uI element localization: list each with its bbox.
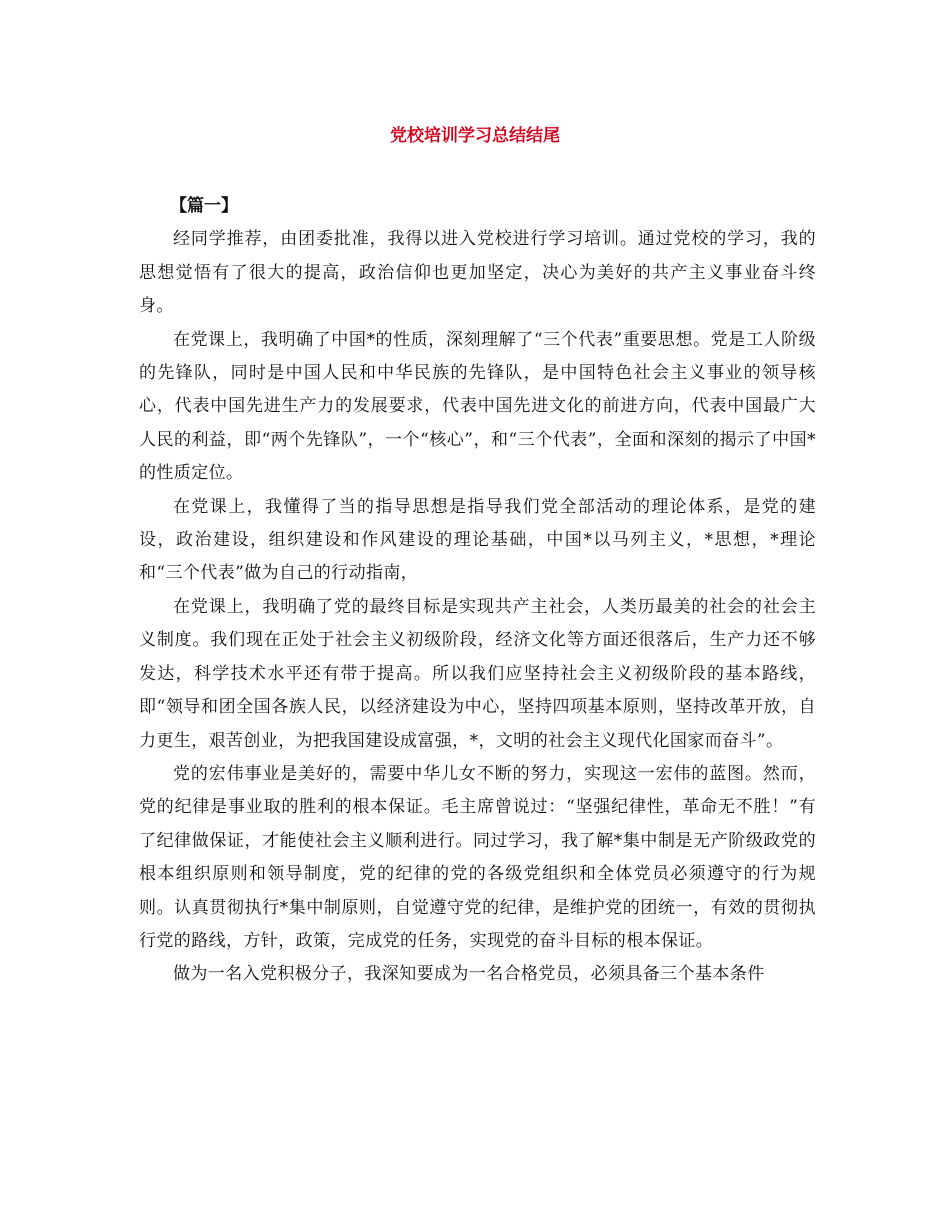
paragraph: 在党课上，我明确了中国*的性质，深刻理解了“三个代表”重要思想。党是工人阶级的先锋队，同时是中国人民和中华民族的先锋队，是中国特色社会主义事业的领导核心，代表中国先进生产力的发展要求，代表中国先进文化的前进方向，代表中国最广大人民的利益，即“两个先锋队”，一个“核心”，和“三个代表”，全面和深刻的揭示了中国*的性质定位。: [139, 329, 816, 484]
paragraph: 经同学推荐，由团委批准，我得以进入党校进行学习培训。通过党校的学习，我的思想觉悟有了很大的提高，政治信仰也更加坚定，决心为美好的共产主义事业奋斗终身。: [139, 229, 816, 317]
paragraph: 在党课上，我明确了党的最终目标是实现共产主社会，人类历最美的社会的社会主义制度。我们现在正处于社会主义初级阶段，经济文化等方面还很落后，生产力还不够发达，科学技术水平还有带于提高。所以我们应坚持社会主义初级阶段的基本路线，即“领导和团全国各族人民，以经济建设为中心，坚持四项基本原则，坚持改革开放，自力更生，艰苦创业，为把我国建设成富强，*，文明的社会主义现代化国家而奋斗”。: [139, 596, 816, 751]
paragraph: 党的宏伟事业是美好的，需要中华儿女不断的努力，实现这一宏伟的蓝图。然而，党的纪律是事业取的胜利的根本保证。毛主席曾说过：“坚强纪律性，革命无不胜！”有了纪律做保证，才能使社会主义顺利进行。同过学习，我了解*集中制是无产阶级政党的根本组织原则和领导制度，党的纪律的党的各级党组织和全体党员必须遵守的行为规则。认真贯彻执行*集中制原则，自觉遵守党的纪律，是维护党的团统一，有效的贯彻执行党的路线，方针，政策，完成党的任务，实现党的奋斗目标的根本保证。: [139, 763, 816, 951]
document-title: 党校培训学习总结结尾: [390, 126, 560, 146]
paragraph: 在党课上，我懂得了当的指导思想是指导我们党全部活动的理论体系，是党的建设，政治建设，组织建设和作风建设的理论基础，中国*以马列主义，*思想，*理论和“三个代表”做为自己的行动指南，: [139, 496, 816, 584]
paragraph: 做为一名入党积极分子，我深知要成为一名合格党员，必须具备三个基本条件: [173, 964, 765, 985]
document-body: [139, 190, 816, 992]
section-heading: 【篇一】: [170, 196, 238, 216]
